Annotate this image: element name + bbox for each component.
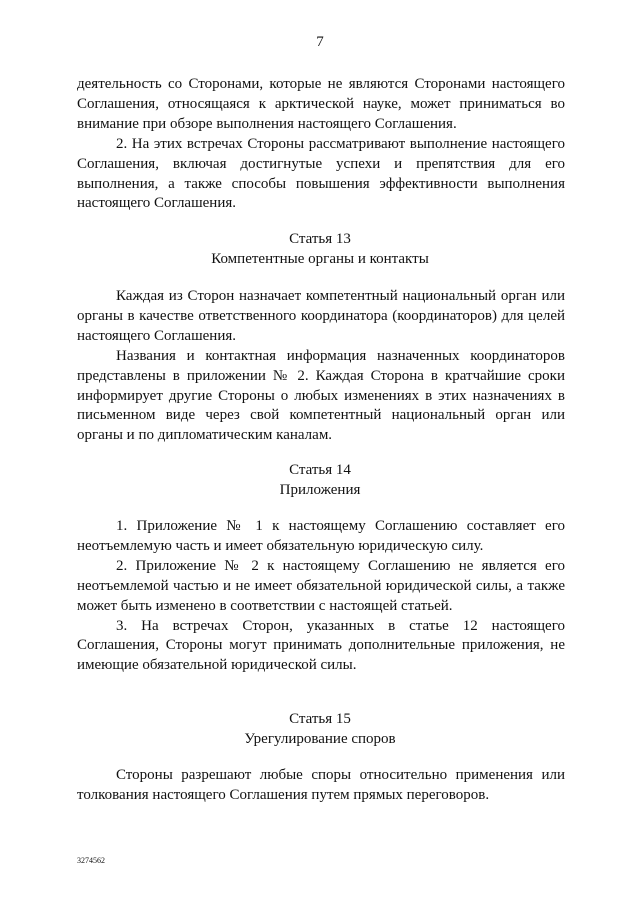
document-id: 3274562	[77, 856, 105, 865]
article-14-body	[77, 517, 565, 676]
article-13-paragraph-1: Каждая из Сторон назначает компетентный национальный орган или органы в качестве ответственного координатора (координаторов) для целей настоящего Соглашения.	[77, 288, 565, 344]
article-15-number: Статья 15	[289, 711, 351, 727]
intro-paragraph-2: 2. На этих встречах Стороны рассматривают выполнение настоящего Соглашения, включая достигнутые успехи и препятствия для его выполнения, а также способы повышения эффективности выполнения настоящего Соглашения.	[77, 135, 565, 212]
article-14-heading	[0, 460, 640, 500]
article-13-title: Компетентные органы и контакты	[211, 251, 429, 267]
intro-section	[77, 75, 565, 214]
article-13-paragraph-2: Названия и контактная информация назначенных координаторов представлены в приложении № 2. Каждая Сторона в кратчайшие сроки информирует другие Стороны о любых изменениях в этих назначениях в письменном виде через свой компетентный национальный орган или органы и по дипломатическим каналам.	[77, 347, 565, 444]
article-14-paragraph-2: 2. Приложение № 2 к настоящему Соглашению не является его неотъемлемой частью и не имеет обязательной юридической силы, а также может быть изменено в соответствии с настоящей статьей.	[77, 557, 565, 614]
article-15-body	[77, 766, 565, 806]
article-14-paragraph-1: 1. Приложение № 1 к настоящему Соглашению составляет его неотъемлемую часть и имеет обязательную юридическую силу.	[77, 518, 565, 554]
article-13-body	[77, 287, 565, 446]
article-13-number: Статья 13	[289, 231, 351, 247]
article-14-title: Приложения	[279, 482, 361, 498]
article-14-number: Статья 14	[289, 462, 351, 478]
page-number: 7	[316, 34, 324, 50]
article-15-paragraph-1: Стороны разрешают любые споры относительно применения или толкования настоящего Соглашения путем прямых переговоров.	[77, 767, 565, 803]
intro-paragraph-1: деятельность со Сторонами, которые не являются Сторонами настоящего Соглашения, относящаяся к арктической науке, может приниматься во внимание при обзоре выполнения настоящего Соглашения.	[77, 76, 565, 132]
article-15-heading	[0, 709, 640, 749]
article-13-heading	[0, 229, 640, 269]
article-15-title: Урегулирование споров	[244, 731, 396, 747]
article-14-paragraph-3: 3. На встречах Сторон, указанных в статье 12 настоящего Соглашения, Стороны могут принимать дополнительные приложения, не имеющие обязательной юридической силы.	[77, 617, 565, 674]
